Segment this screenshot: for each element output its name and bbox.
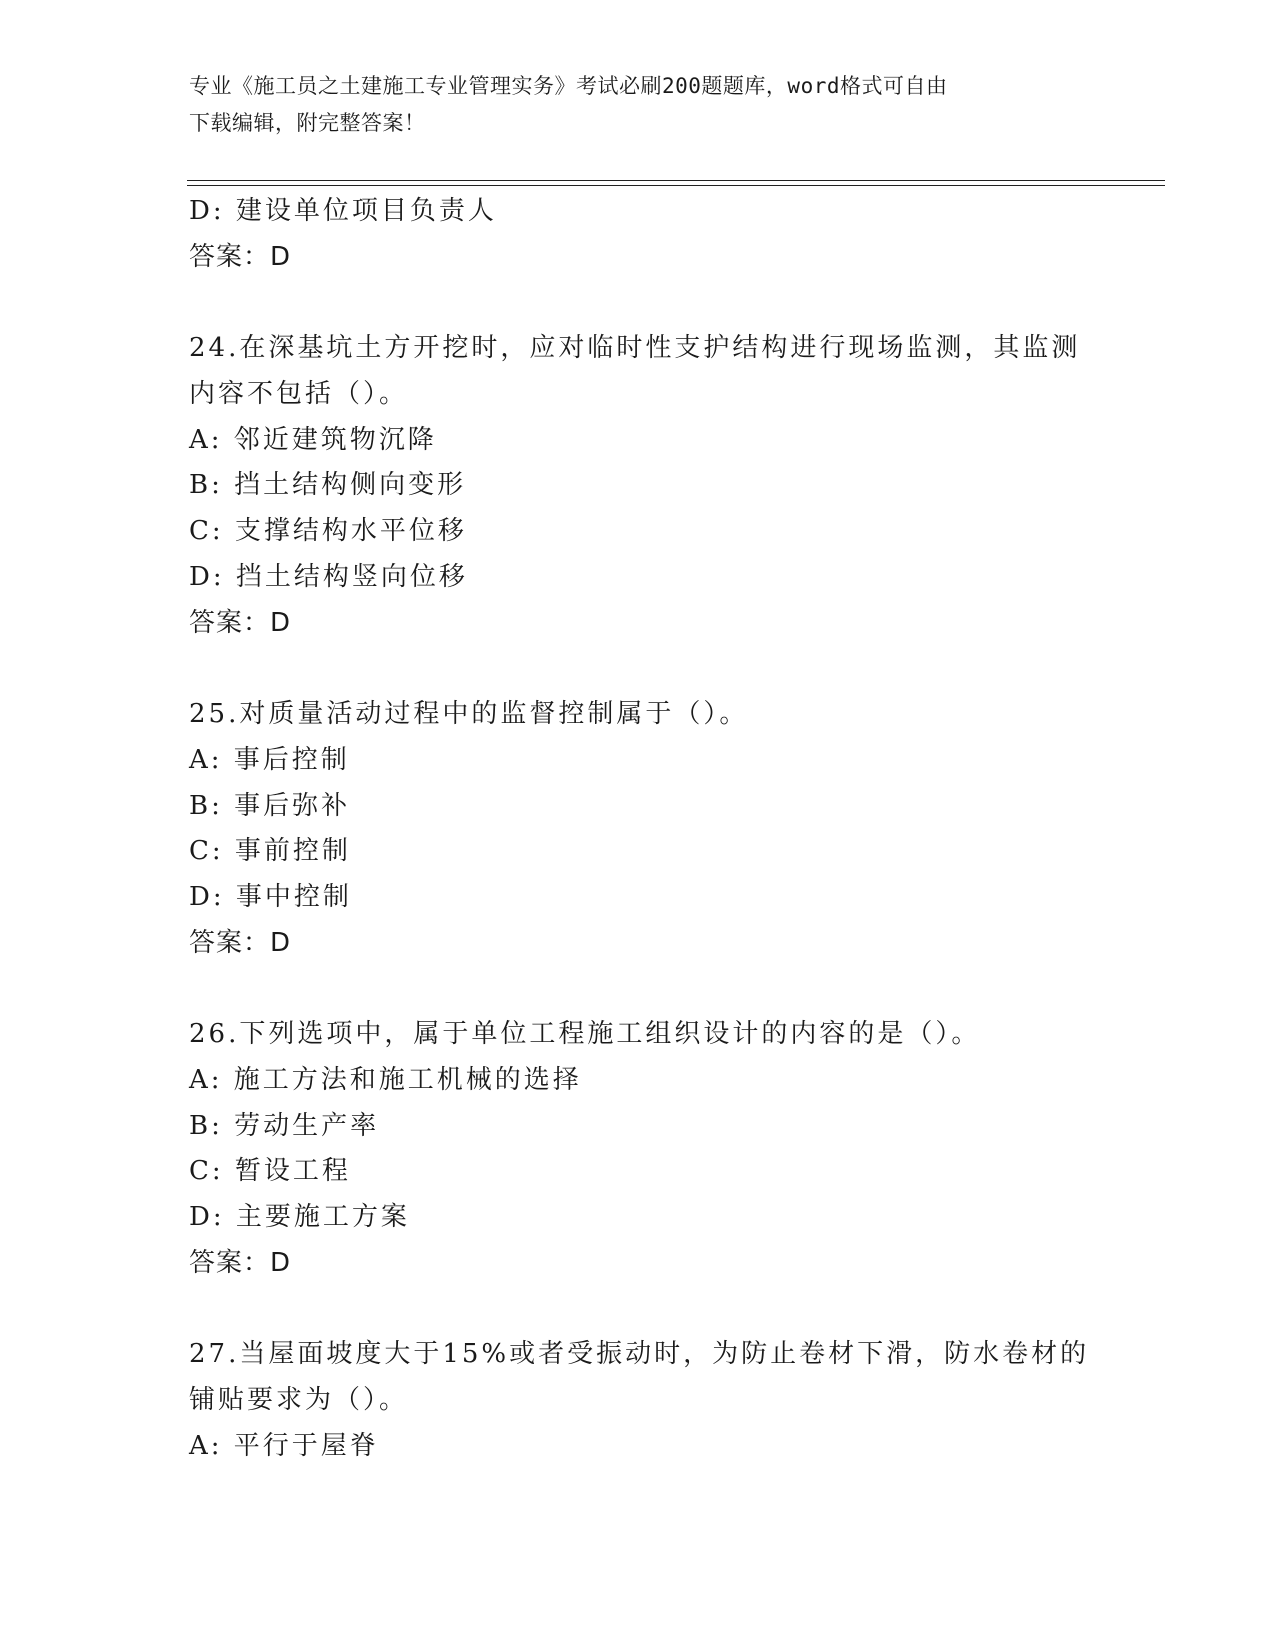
question-stem-cont: 内容不包括（）。 [189,379,409,410]
answer-line [189,1241,1089,1287]
option-c: C: 支撑结构水平位移 [189,516,467,547]
answer-label: 答案： [189,607,271,638]
option-b: B: 挡土结构侧向变形 [189,470,467,501]
question-26 [189,1012,1089,1286]
header-divider-top [187,180,1165,181]
option-d: D: 主要施工方案 [189,1202,410,1233]
option-a: A: 平行于屋脊 [189,1430,379,1461]
option-c: C: 暂设工程 [189,1156,351,1187]
question-stem: 27.当屋面坡度大于15%或者受振动时，为防止卷材下滑，防水卷材的 [189,1339,1090,1370]
option-a: A: 事后控制 [189,744,350,775]
option-d: D: 挡土结构竖向位移 [189,561,468,592]
answer-value: D [270,927,292,958]
question-stem-cont: 铺贴要求为（）。 [189,1385,409,1416]
question-stem: 24.在深基坑土方开挖时，应对临时性支护结构进行现场监测，其监测 [189,333,1081,364]
answer-label: 答案： [189,1247,271,1278]
option-b: B: 劳动生产率 [189,1110,380,1141]
option-d: D: 事中控制 [189,881,352,912]
question-list [189,189,1089,1470]
header-line-1: 专业《施工员之土建施工专业管理实务》考试必刷200题题库，word格式可自由 [189,74,948,98]
question-stem: 26.下列选项中，属于单位工程施工组织设计的内容的是（）。 [189,1019,981,1050]
question-27 [189,1332,1089,1469]
answer-label: 答案： [189,927,271,958]
header-line-2: 下载编辑，附完整答案！ [189,111,426,135]
header-divider-bottom [187,185,1165,186]
option-d: D: 建设单位项目负责人 [189,196,497,226]
option-c: C: 事前控制 [189,836,351,867]
document-header [189,68,1089,142]
answer-value: D [270,607,292,638]
answer-value: D [270,241,292,272]
option-b: B: 事后弥补 [189,790,351,821]
question-stem: 25.对质量活动过程中的监督控制属于（）。 [189,699,749,730]
answer-line [189,601,1089,647]
answer-line [189,235,1089,281]
option-a: A: 施工方法和施工机械的选择 [189,1065,582,1095]
answer-line [189,921,1089,967]
option-a: A: 邻近建筑物沉降 [189,424,437,455]
question-25 [189,692,1089,966]
question-24 [189,326,1089,646]
answer-value: D [270,1247,292,1278]
answer-label: 答案： [189,241,271,272]
